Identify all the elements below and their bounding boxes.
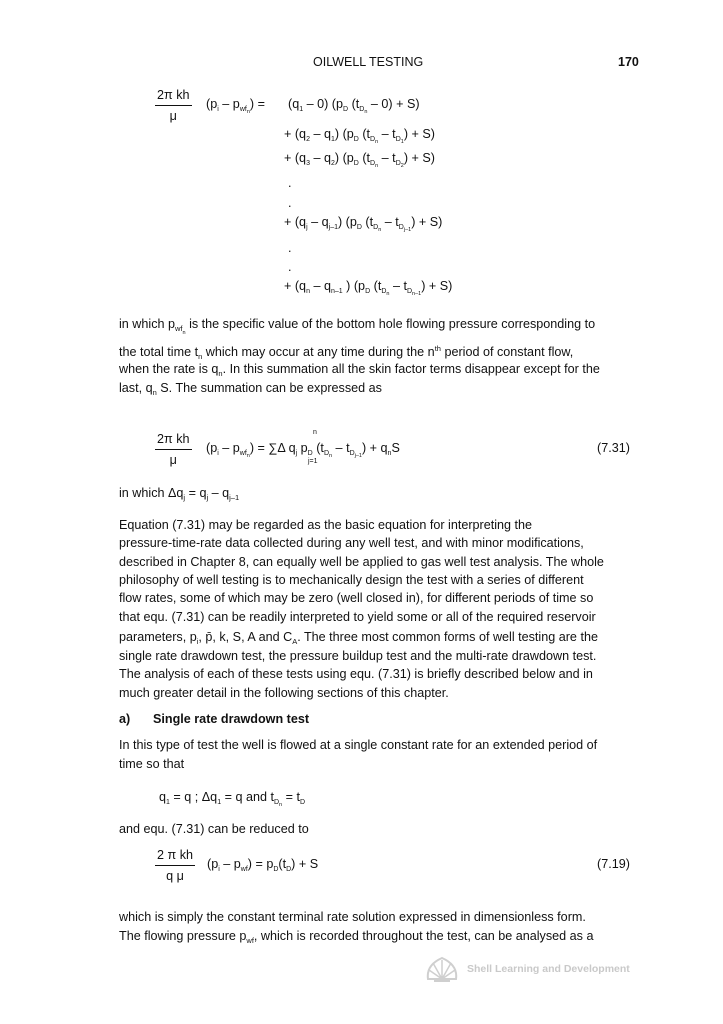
fraction-numerator: 2 π kh <box>155 848 195 866</box>
eq719-body <box>207 857 318 873</box>
paragraph-line <box>119 630 598 646</box>
math-token: ) <box>249 97 255 111</box>
math-token: , which is recorded throughout the test, can be analysed as a <box>253 929 594 943</box>
math-token: ) ($p_D$ <box>334 127 359 143</box>
math-token: – $t_{D_2}$ <box>378 151 404 169</box>
para3-line: time so that <box>119 757 185 771</box>
math-token: = q and $t_{D_n}$ <box>221 790 283 808</box>
math-token: $p_{wf_n}$ <box>232 97 250 115</box>
math-token: + ($q_j$ <box>284 215 308 231</box>
math-token: ($t_{D_n}$ <box>312 441 333 459</box>
paragraph-line: that equ. (7.31) can be readily interpreted to yield some or all of the required reservoir <box>119 609 596 624</box>
paragraph-line: The analysis of each of these tests using equ. (7.31) is briefly described below and in <box>119 667 593 682</box>
fraction-numerator: 2π kh <box>155 88 192 106</box>
page-number: 170 <box>618 55 639 69</box>
paragraph-line <box>119 317 595 336</box>
math-token: is the specific value of the bottom hole flowing pressure corresponding to <box>185 317 596 331</box>
brand-text: Shell Learning and Development <box>467 963 630 975</box>
math-token: . <box>288 241 292 255</box>
equation-number: (7.19) <box>597 857 630 871</box>
fraction-denominator: μ <box>169 453 177 467</box>
math-token: , p̄, k, S, A and $C_A$ <box>198 630 298 646</box>
math-token: ) ($p_D$ <box>334 151 359 167</box>
math-token: . The three most common forms of well testing are the <box>297 630 598 644</box>
math-token: = $q_j$ <box>185 486 209 502</box>
math-token: – 0) ($p_D$ <box>303 97 349 113</box>
math-token: ($q_1$ <box>288 97 304 113</box>
sum-lower-limit: j=1 <box>308 458 318 465</box>
equation-line <box>284 215 442 233</box>
math-token: ($t_D$ <box>278 857 292 873</box>
math-token: – $t_{D_1}$ <box>378 127 404 145</box>
math-token: ($t_{D_n}$ <box>370 279 390 297</box>
math-token: $p_i$ <box>210 97 219 113</box>
eq731-fraction <box>155 432 192 467</box>
math-token: ($t_{D_n}$ <box>358 151 379 169</box>
para4: and equ. (7.31) can be reduced to <box>119 822 309 836</box>
equation-line <box>288 241 292 255</box>
math-token: ) ($p_D$ <box>337 215 362 231</box>
footer-brand <box>425 955 630 983</box>
paragraph-line <box>119 910 586 924</box>
math-token: – $q_{j-1}$ <box>208 486 240 502</box>
shell-logo-icon <box>425 955 459 983</box>
math-token: . <box>288 176 292 190</box>
math-token: ) ($p_D$ <box>342 279 371 295</box>
math-token: $p_D$ <box>297 441 313 457</box>
math-token: – $p_{wf_n}$ <box>218 441 250 459</box>
math-token: – $q_{n-1}$ <box>309 279 343 295</box>
eq1-fraction <box>155 88 192 123</box>
paragraph-line: flow rates, some of which may be zero (well closed in), for different periods of time so <box>119 591 594 606</box>
math-token: = $t_D$ <box>282 790 306 806</box>
equation-number: (7.31) <box>597 441 630 455</box>
math-token: period of constant flow, <box>440 345 574 360</box>
equation-line <box>284 151 435 169</box>
equation-line <box>284 279 452 297</box>
math-token: ) = ∑Δ $q_j$ <box>249 441 298 457</box>
math-token: – 0) + S) <box>367 97 420 111</box>
math-token: – $t_{D_{j-1}}$ <box>381 215 412 233</box>
math-token: – $t_{D_{n-1}}$ <box>389 279 422 297</box>
math-token: th <box>434 344 441 353</box>
math-token: in which $\Delta q_j$ <box>119 486 186 502</box>
math-token: + ($q_n$ <box>284 279 310 295</box>
section-title: Single rate drawdown test <box>153 712 310 726</box>
paragraph-line: Equation (7.31) may be regarded as the basic equation for interpreting the <box>119 518 533 532</box>
math-token: which is simply the constant terminal rate solution expressed in dimensionless form. <box>119 910 586 924</box>
math-token: S. The summation can be expressed as <box>156 381 382 395</box>
paragraph-line: much greater detail in the following sections of this chapter. <box>119 685 449 700</box>
math-token: – $q_{j-1}$ <box>307 215 338 231</box>
equation-line <box>288 176 292 190</box>
math-token: which may occur at any time during the n <box>202 345 435 360</box>
paragraph-line: pressure-time-rate data collected during any well test, and with minor modifications, <box>119 536 584 551</box>
math-token: ) + S) <box>403 127 435 141</box>
math-token: ) + S) <box>411 215 443 229</box>
eq731-body <box>206 441 400 459</box>
fraction-numerator: 2π kh <box>155 432 192 450</box>
math-token: + ($q_2$ <box>284 127 310 143</box>
math-token: ($t_{D_n}$ <box>358 127 379 145</box>
paragraph-line <box>119 362 600 378</box>
math-token: $q_1$ <box>159 790 170 806</box>
math-token: = <box>254 97 265 111</box>
paragraph-line <box>119 381 382 397</box>
math-token: + ($q_3$ <box>284 151 310 167</box>
fraction-denominator: μ <box>169 109 177 123</box>
fraction-denominator: q μ <box>166 869 184 883</box>
running-header: OILWELL TESTING <box>313 55 424 69</box>
sum-upper-limit: n <box>313 429 317 436</box>
math-token: the total time $t_n$ <box>119 345 203 362</box>
math-token: ) + S) <box>421 279 453 293</box>
section-marker: a) <box>119 712 131 726</box>
math-token: – $t_{D_{j-1}}$ <box>332 441 362 459</box>
eq719-fraction <box>155 848 195 883</box>
math-token: – $q_2$ <box>309 151 335 167</box>
paragraph-line <box>119 929 593 945</box>
math-token: ($t_{D_n}$ <box>348 97 368 115</box>
equation-line <box>288 196 292 210</box>
paragraph-line <box>119 344 573 361</box>
math-token: . In this summation all the skin factor terms disappear except for the <box>222 362 600 376</box>
paragraph-line: single rate drawdown test, the pressure buildup test and the multi-rate drawdown test. <box>119 649 597 663</box>
math-token: when the rate is $q_n$ <box>119 362 223 378</box>
math-token: – $q_1$ <box>309 127 335 143</box>
delta-q-definition <box>119 486 239 502</box>
math-token: ($t_{D_n}$ <box>361 215 382 233</box>
equation-line <box>288 260 292 274</box>
paragraph-line: described in Chapter 8, can equally well be applied to gas well test analysis. The whole <box>119 554 604 569</box>
math-token: The flowing pressure $p_{wf}$ <box>119 929 254 945</box>
eq1-lhs <box>206 97 265 115</box>
math-token: – $p_{wf}$ <box>219 857 248 873</box>
math-token: . <box>288 196 292 210</box>
math-token: – <box>218 97 233 111</box>
math-token: ($p_i$ <box>206 441 219 457</box>
equation-line <box>284 127 435 145</box>
math-token: last, $q_n$ <box>119 381 157 397</box>
math-token: ) + S) <box>403 151 435 165</box>
math-token: ) + S <box>291 857 319 871</box>
paragraph-line: philosophy of well testing is to mechanically design the test with a series of different <box>119 572 584 587</box>
math-token: ( <box>206 97 211 111</box>
math-token: . <box>288 260 292 274</box>
math-token: S <box>391 441 400 455</box>
math-token: ) + $q_n$ <box>361 441 392 457</box>
equation-line <box>288 97 420 115</box>
math-token: = q ; $\Delta q_1$ <box>169 790 222 806</box>
math-token: ) = $p_D$ <box>247 857 279 873</box>
math-token: parameters, $p_i$ <box>119 630 199 646</box>
math-token: in which $p_{wf_n}$ <box>119 317 186 336</box>
eq-conditions <box>159 790 305 808</box>
math-token: ($p_i$ <box>207 857 220 873</box>
para3-line: In this type of test the well is flowed at a single constant rate for an extended period of <box>119 738 598 752</box>
